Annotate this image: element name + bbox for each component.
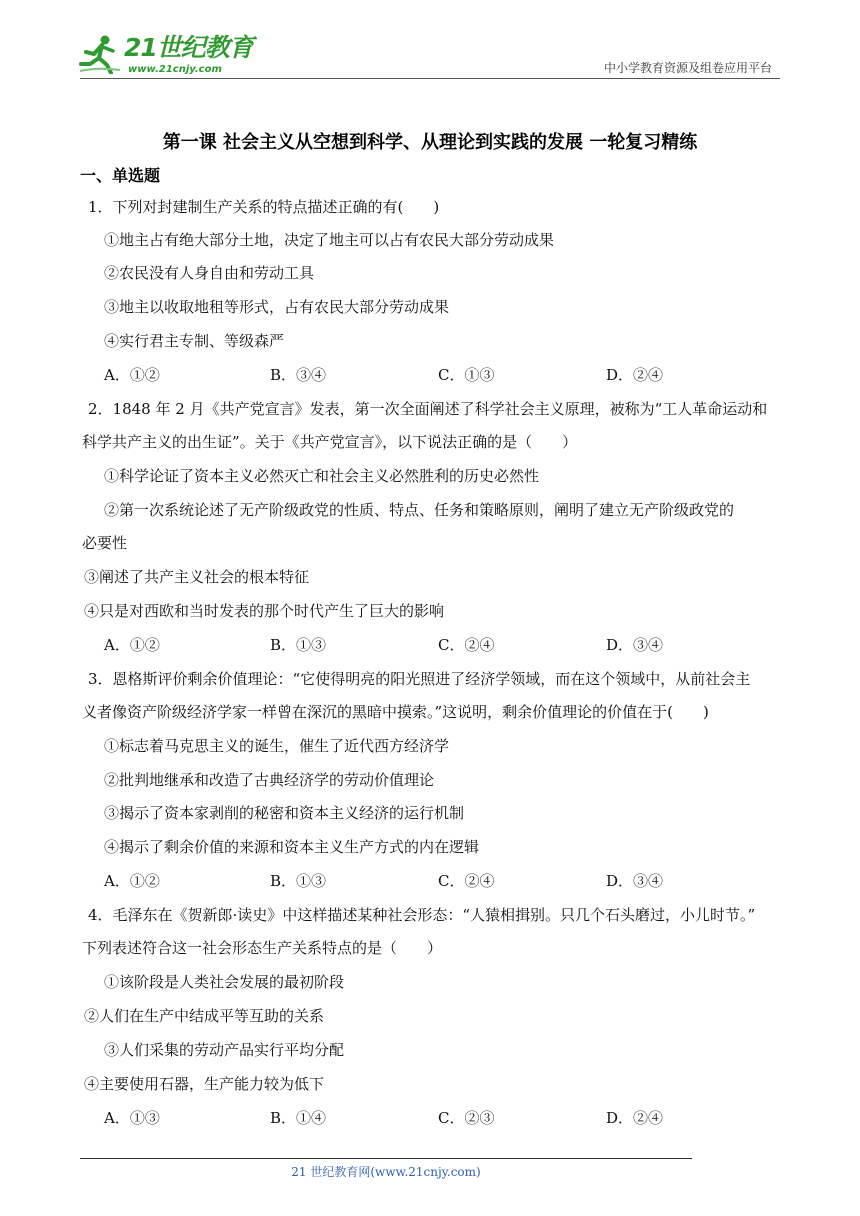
question-2-stem-cont: 科学共产主义的出生证”。关于《共产党宣言》，以下说法正确的是（ ）	[82, 433, 578, 451]
question-3-statement-3: ③揭示了资本家剥削的秘密和资本主义经济的运行机制	[104, 804, 465, 822]
question-1-statement-3: ③地主以收取地租等形式，占有农民大部分劳动成果	[104, 298, 450, 316]
question-4-statement-2: ②人们在生产中结成平等互助的关系	[84, 1007, 325, 1025]
question-4-choice-b[interactable]: B．①④	[270, 1109, 327, 1127]
question-4-stem-cont: 下列表述符合这一社会形态生产关系特点的是（ ）	[82, 939, 443, 957]
logo-url-text: www.21cnjy.com	[128, 64, 222, 75]
logo-brand-text: 21世纪教育	[124, 33, 253, 62]
question-1-statement-4: ④实行君主专制、等级森严	[104, 332, 285, 350]
question-1-statement-1: ①地主占有绝大部分土地，决定了地主可以占有农民大部分劳动成果	[104, 231, 555, 249]
question-4-choice-c[interactable]: C．②③	[438, 1109, 495, 1127]
site-logo[interactable]	[78, 28, 278, 78]
question-1-stem: 1．下列对封建制生产关系的特点描述正确的有( )	[88, 198, 440, 216]
question-3-choice-d[interactable]: D．③④	[606, 872, 664, 890]
question-2-choice-d[interactable]: D．③④	[606, 636, 664, 654]
question-3-stem: 3．恩格斯评价剩余价值理论：“它使得明亮的阳光照进了经济学领域，而在这个领域中，从前社会主	[88, 670, 751, 688]
question-3-choice-b[interactable]: B．①③	[270, 872, 327, 890]
question-2-choice-b[interactable]: B．①③	[270, 636, 327, 654]
footer-divider	[80, 1158, 692, 1159]
question-2-choice-a[interactable]: A．①②	[104, 636, 160, 654]
question-3-statement-2: ②批判地继承和改造了古典经济学的劳动价值理论	[104, 771, 435, 789]
question-4-statement-3: ③人们采集的劳动产品实行平均分配	[104, 1041, 345, 1059]
question-1-statement-2: ②农民没有人身自由和劳动工具	[104, 264, 315, 282]
question-2-choice-c[interactable]: C．②④	[438, 636, 495, 654]
question-3-stem-cont: 义者像资产阶级经济学家一样曾在深沉的黑暗中摸索。”这说明，剩余价值理论的价值在于( )	[82, 703, 709, 721]
page-header	[0, 0, 860, 80]
question-2-statement-4: ④只是对西欧和当时发表的那个时代产生了巨大的影响	[84, 602, 445, 620]
question-4-statement-1: ①该阶段是人类社会发展的最初阶段	[104, 973, 345, 991]
question-2-statement-3: ③阐述了共产主义社会的根本特征	[84, 568, 310, 586]
header-divider	[80, 78, 780, 79]
question-1-choice-b[interactable]: B．③④	[270, 366, 327, 384]
question-3-choice-a[interactable]: A．①②	[104, 872, 160, 890]
question-4-stem: 4．毛泽东在《贺新郎·读史》中这样描述某种社会形态：“人猿相揖别。只几个石头磨过，小儿时节。”	[88, 906, 756, 924]
question-4-choice-d[interactable]: D．②④	[606, 1109, 664, 1127]
question-4-choice-a[interactable]: A．①③	[104, 1109, 160, 1127]
footer-link[interactable]: 21 世纪教育网(www.21cnjy.com)	[291, 1165, 481, 1179]
question-3-statement-1: ①标志着马克思主义的诞生，催生了近代西方经济学	[104, 737, 450, 755]
question-3-choice-c[interactable]: C．②④	[438, 872, 495, 890]
question-4-statement-4: ④主要使用石器，生产能力较为低下	[84, 1075, 325, 1093]
question-3-statement-4: ④揭示了剩余价值的来源和资本主义生产方式的内在逻辑	[104, 838, 480, 856]
question-2-statement-1: ①科学论证了资本主义必然灭亡和社会主义必然胜利的历史必然性	[104, 467, 540, 485]
question-1-choice-a[interactable]: A．①②	[104, 366, 160, 384]
header-tagline: 中小学教育资源及组卷应用平台	[603, 61, 772, 75]
question-2-statement-2-cont: 必要性	[82, 534, 128, 552]
question-1-choice-d[interactable]: D．②④	[606, 366, 664, 384]
section-heading: 一、单选题	[80, 166, 161, 185]
question-1-choice-c[interactable]: C．①③	[438, 366, 495, 384]
document-title: 第一课 社会主义从空想到科学、从理论到实践的发展 一轮复习精练	[162, 132, 698, 153]
question-2-stem: 2．1848 年 2 月《共产党宣言》发表，第一次全面阐述了科学社会主义原理，被称为“工人革命运动和	[88, 400, 768, 418]
question-2-statement-2: ②第一次系统论述了无产阶级政党的性质、特点、任务和策略原则，阐明了建立无产阶级政党的	[104, 501, 735, 519]
runner-logo-icon	[78, 34, 122, 74]
